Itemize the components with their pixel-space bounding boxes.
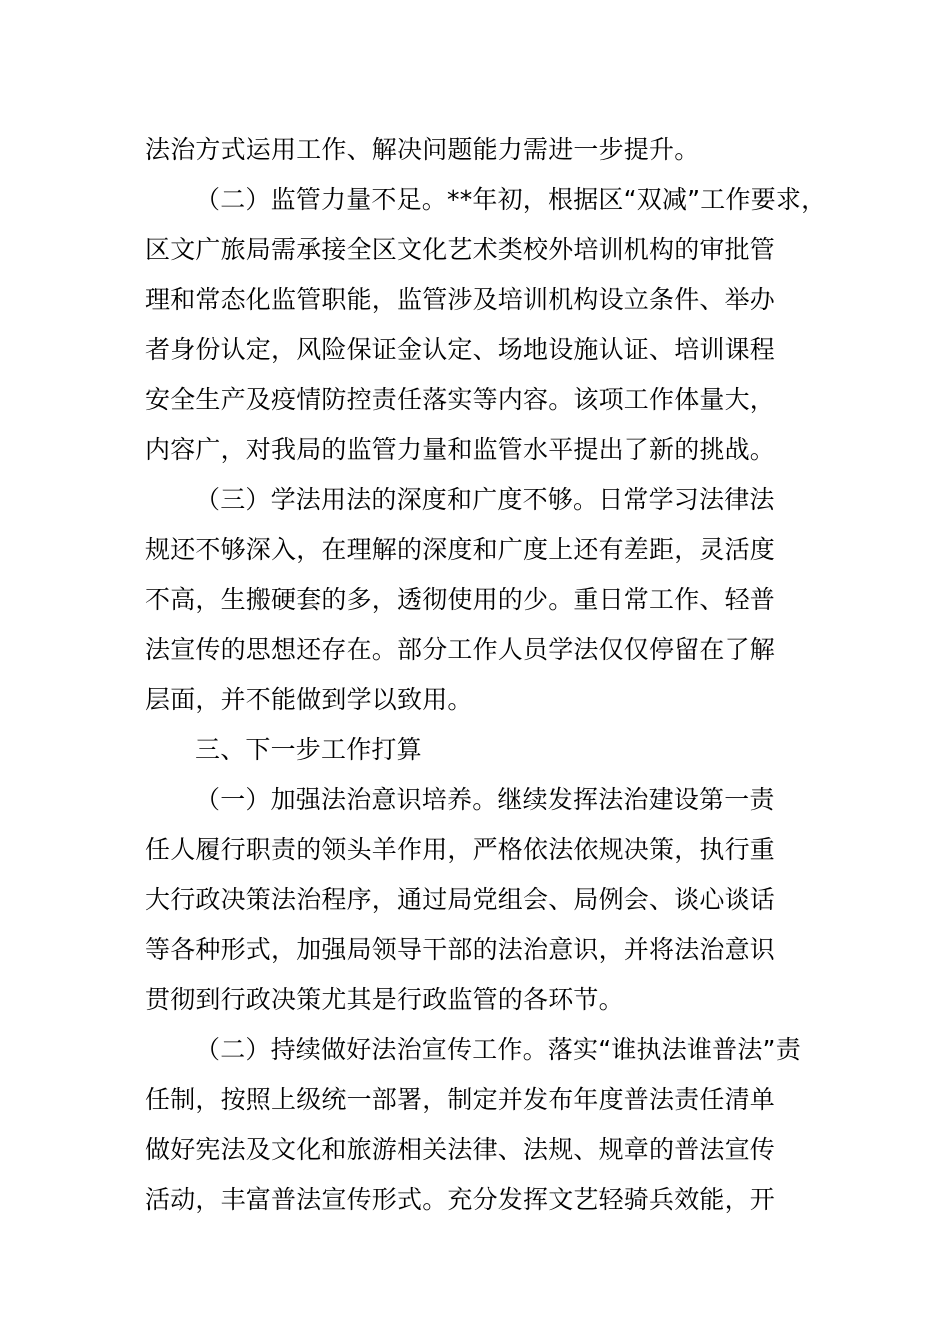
- text-line: 活动，丰富普法宣传形式。充分发挥文艺轻骑兵效能，开: [145, 1185, 776, 1214]
- text-line: 安全生产及疫情防控责任落实等内容。该项工作体量大，: [145, 385, 776, 414]
- text-line: 法宣传的思想还存在。部分工作人员学法仅仅停留在了解: [145, 635, 776, 664]
- section-heading-line: （二）监管力量不足。**年初，根据区“双减”工作要求，: [195, 185, 827, 214]
- text-line: 做好宪法及文化和旅游相关法律、法规、规章的普法宣传: [145, 1135, 776, 1164]
- text-line: 内容广，对我局的监管力量和监管水平提出了新的挑战。: [145, 435, 776, 464]
- text-line: 者身份认定，风险保证金认定、场地设施认证、培训课程: [145, 335, 776, 364]
- chapter-heading: 三、下一步工作打算: [195, 735, 422, 764]
- text-line: 法治方式运用工作、解决问题能力需进一步提升。: [145, 135, 700, 164]
- text-line: 理和常态化监管职能，监管涉及培训机构设立条件、举办: [145, 285, 776, 314]
- text-line: 不高，生搬硬套的多，透彻使用的少。重日常工作、轻普: [145, 585, 776, 614]
- section-heading-line: （一）加强法治意识培养。继续发挥法治建设第一责: [195, 785, 775, 814]
- text-line: 层面，并不能做到学以致用。: [145, 685, 473, 714]
- text-line: 任人履行职责的领头羊作用，严格依法依规决策，执行重: [145, 835, 776, 864]
- text-line: 等各种形式，加强局领导干部的法治意识，并将法治意识: [145, 935, 776, 964]
- section-heading-line: （二）持续做好法治宣传工作。落实“谁执法谁普法”责: [195, 1035, 801, 1064]
- text-line: 规还不够深入，在理解的深度和广度上还有差距，灵活度: [145, 535, 776, 564]
- text-line: 任制，按照上级统一部署，制定并发布年度普法责任清单: [145, 1085, 776, 1114]
- section-heading-line: （三）学法用法的深度和广度不够。日常学习法律法: [195, 485, 775, 514]
- text-line: 区文广旅局需承接全区文化艺术类校外培训机构的审批管: [145, 235, 776, 264]
- text-line: 大行政决策法治程序，通过局党组会、局例会、谈心谈话: [145, 885, 776, 914]
- text-line: 贯彻到行政决策尤其是行政监管的各环节。: [145, 985, 624, 1014]
